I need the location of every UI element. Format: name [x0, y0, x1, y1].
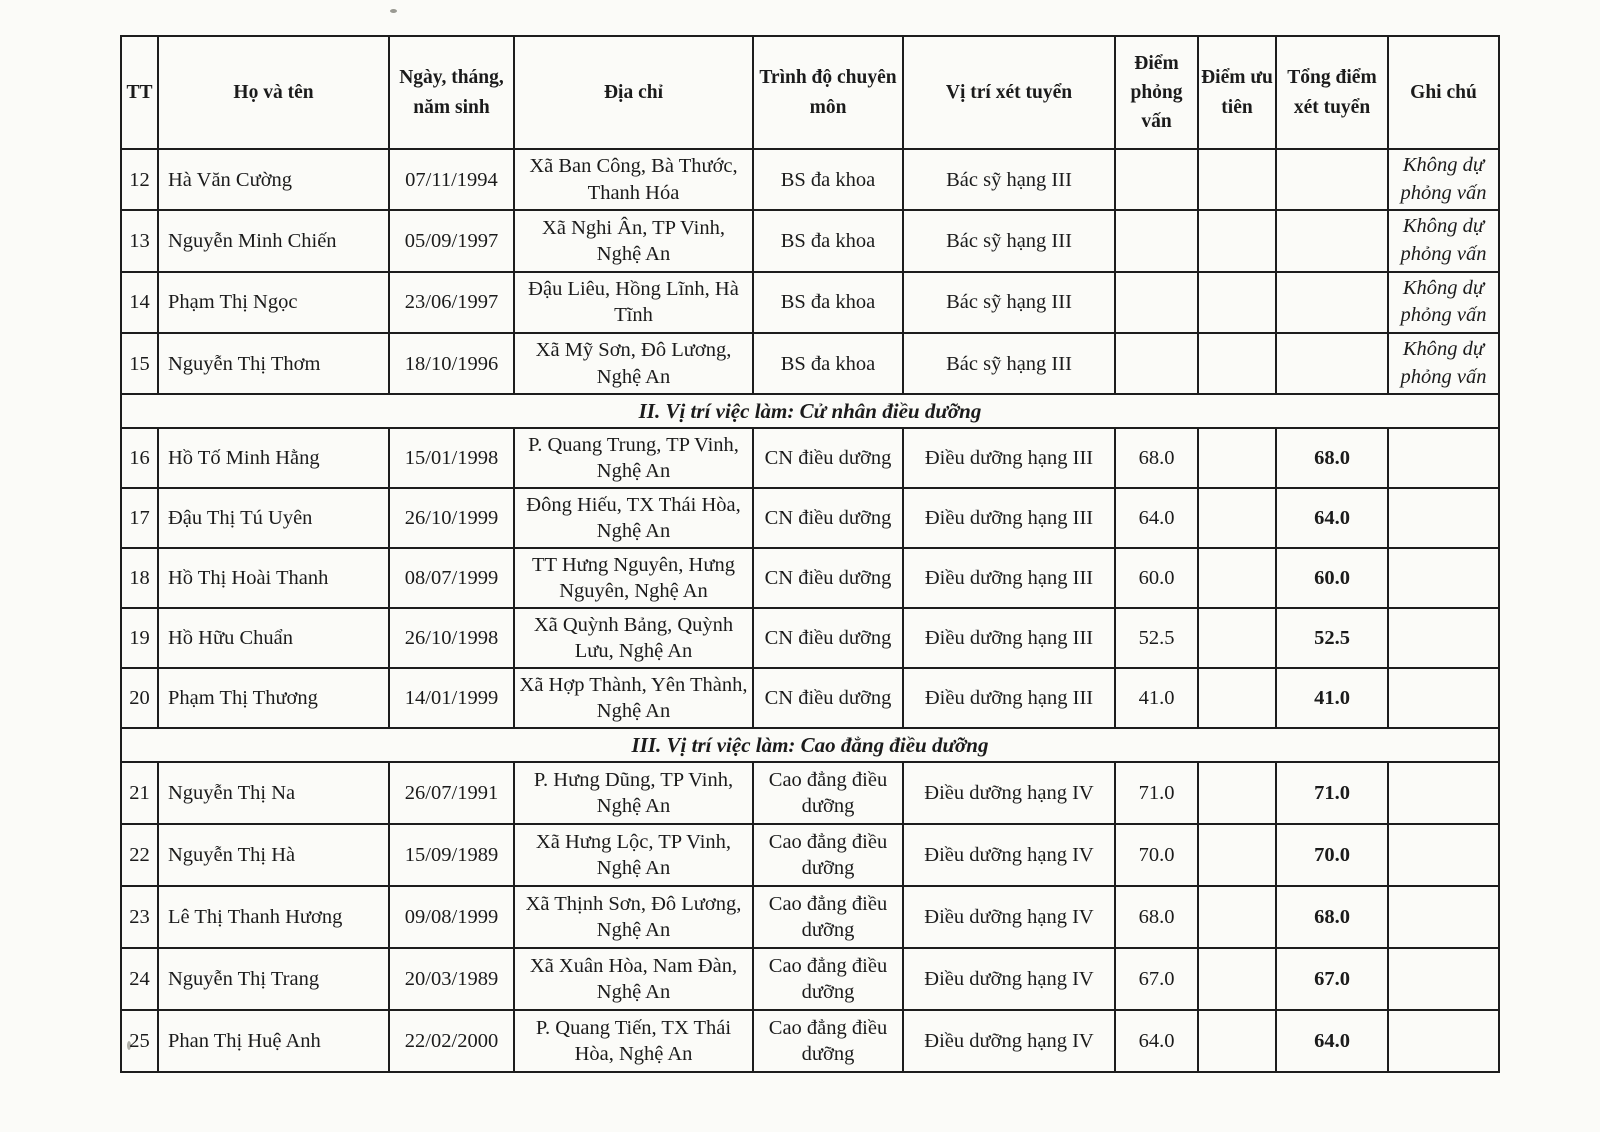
cell-position: Điều dưỡng hạng III — [903, 668, 1115, 728]
cell-note — [1388, 824, 1499, 886]
cell-interview-score — [1115, 272, 1198, 333]
cell-address: P. Quang Trung, TP Vinh, Nghệ An — [514, 428, 753, 488]
cell-position: Bác sỹ hạng III — [903, 149, 1115, 210]
cell-priority-score — [1198, 1010, 1276, 1072]
cell-tt: 25 — [121, 1010, 158, 1072]
cell-qualification: BS đa khoa — [753, 333, 903, 394]
cell-qualification: Cao đẳng điều dưỡng — [753, 886, 903, 948]
col-header-priority-score: Điểm ưu tiên — [1198, 36, 1276, 149]
cell-dob: 08/07/1999 — [389, 548, 514, 608]
cell-interview-score: 41.0 — [1115, 668, 1198, 728]
cell-interview-score: 64.0 — [1115, 488, 1198, 548]
scan-artifact — [390, 9, 397, 13]
cell-note — [1388, 886, 1499, 948]
cell-tt: 16 — [121, 428, 158, 488]
col-header-qualification: Trình độ chuyên môn — [753, 36, 903, 149]
table-row — [121, 210, 1499, 271]
section-header-row — [121, 394, 1499, 428]
cell-address: Đông Hiếu, TX Thái Hòa, Nghệ An — [514, 488, 753, 548]
cell-position: Điều dưỡng hạng IV — [903, 824, 1115, 886]
table-row — [121, 333, 1499, 394]
cell-priority-score — [1198, 548, 1276, 608]
cell-dob: 26/07/1991 — [389, 762, 514, 824]
cell-tt: 24 — [121, 948, 158, 1010]
cell-interview-score: 68.0 — [1115, 886, 1198, 948]
cell-dob: 05/09/1997 — [389, 210, 514, 271]
cell-total-score — [1276, 149, 1388, 210]
cell-total-score: 60.0 — [1276, 548, 1388, 608]
cell-note — [1388, 668, 1499, 728]
cell-name: Phạm Thị Thương — [158, 668, 389, 728]
cell-note — [1388, 488, 1499, 548]
cell-dob: 14/01/1999 — [389, 668, 514, 728]
cell-name: Nguyễn Thị Hà — [158, 824, 389, 886]
cell-qualification: CN điều dưỡng — [753, 488, 903, 548]
cell-qualification: CN điều dưỡng — [753, 668, 903, 728]
cell-dob: 26/10/1999 — [389, 488, 514, 548]
cell-address: Xã Quỳnh Bảng, Quỳnh Lưu, Nghệ An — [514, 608, 753, 668]
cell-priority-score — [1198, 149, 1276, 210]
cell-interview-score: 52.5 — [1115, 608, 1198, 668]
cell-priority-score — [1198, 668, 1276, 728]
cell-qualification: Cao đẳng điều dưỡng — [753, 824, 903, 886]
cell-tt: 20 — [121, 668, 158, 728]
table-row — [121, 548, 1499, 608]
col-header-dob: Ngày, tháng, năm sinh — [389, 36, 514, 149]
cell-dob: 23/06/1997 — [389, 272, 514, 333]
col-header-note: Ghi chú — [1388, 36, 1499, 149]
cell-position: Bác sỹ hạng III — [903, 333, 1115, 394]
cell-total-score: 68.0 — [1276, 886, 1388, 948]
cell-name: Đậu Thị Tú Uyên — [158, 488, 389, 548]
cell-address: Xã Mỹ Sơn, Đô Lương, Nghệ An — [514, 333, 753, 394]
table-header — [121, 36, 1499, 149]
col-header-interview-score: Điểm phỏng vấn — [1115, 36, 1198, 149]
col-header-total-score: Tổng điểm xét tuyển — [1276, 36, 1388, 149]
cell-position: Điều dưỡng hạng IV — [903, 762, 1115, 824]
cell-position: Điều dưỡng hạng IV — [903, 948, 1115, 1010]
section-header: II. Vị trí việc làm: Cử nhân điều dưỡng — [121, 394, 1499, 428]
cell-qualification: CN điều dưỡng — [753, 608, 903, 668]
cell-qualification: CN điều dưỡng — [753, 548, 903, 608]
cell-address: Xã Hợp Thành, Yên Thành, Nghệ An — [514, 668, 753, 728]
cell-position: Điều dưỡng hạng IV — [903, 886, 1115, 948]
cell-name: Nguyễn Thị Thơm — [158, 333, 389, 394]
section-header: III. Vị trí việc làm: Cao đẳng điều dưỡng — [121, 728, 1499, 762]
cell-tt: 12 — [121, 149, 158, 210]
table-row — [121, 149, 1499, 210]
cell-interview-score: 71.0 — [1115, 762, 1198, 824]
cell-interview-score: 60.0 — [1115, 548, 1198, 608]
cell-address: Xã Xuân Hòa, Nam Đàn, Nghệ An — [514, 948, 753, 1010]
cell-dob: 15/09/1989 — [389, 824, 514, 886]
cell-name: Phạm Thị Ngọc — [158, 272, 389, 333]
cell-name: Hà Văn Cường — [158, 149, 389, 210]
cell-priority-score — [1198, 428, 1276, 488]
cell-priority-score — [1198, 762, 1276, 824]
cell-total-score: 64.0 — [1276, 1010, 1388, 1072]
cell-note — [1388, 548, 1499, 608]
cell-tt: 21 — [121, 762, 158, 824]
cell-total-score: 67.0 — [1276, 948, 1388, 1010]
cell-position: Bác sỹ hạng III — [903, 210, 1115, 271]
cell-qualification: BS đa khoa — [753, 149, 903, 210]
cell-tt: 15 — [121, 333, 158, 394]
cell-total-score: 71.0 — [1276, 762, 1388, 824]
cell-address: TT Hưng Nguyên, Hưng Nguyên, Nghệ An — [514, 548, 753, 608]
cell-tt: 19 — [121, 608, 158, 668]
cell-interview-score — [1115, 333, 1198, 394]
col-header-address: Địa chỉ — [514, 36, 753, 149]
cell-note — [1388, 428, 1499, 488]
cell-name: Nguyễn Thị Na — [158, 762, 389, 824]
col-header-tt: TT — [121, 36, 158, 149]
cell-total-score — [1276, 210, 1388, 271]
cell-qualification: Cao đẳng điều dưỡng — [753, 1010, 903, 1072]
header-row — [121, 36, 1499, 149]
cell-interview-score: 68.0 — [1115, 428, 1198, 488]
cell-qualification: BS đa khoa — [753, 210, 903, 271]
cell-address: Xã Thịnh Sơn, Đô Lương, Nghệ An — [514, 886, 753, 948]
cell-tt: 22 — [121, 824, 158, 886]
candidates-table — [120, 35, 1500, 1073]
cell-dob: 26/10/1998 — [389, 608, 514, 668]
cell-position: Điều dưỡng hạng III — [903, 608, 1115, 668]
cell-note — [1388, 608, 1499, 668]
cell-note — [1388, 1010, 1499, 1072]
cell-name: Nguyễn Minh Chiến — [158, 210, 389, 271]
cell-qualification: BS đa khoa — [753, 272, 903, 333]
table-row — [121, 428, 1499, 488]
cell-priority-score — [1198, 824, 1276, 886]
cell-note: Không dự phỏng vấn — [1388, 149, 1499, 210]
cell-qualification: Cao đẳng điều dưỡng — [753, 762, 903, 824]
cell-priority-score — [1198, 488, 1276, 548]
table-body — [121, 149, 1499, 1072]
cell-qualification: Cao đẳng điều dưỡng — [753, 948, 903, 1010]
cell-note: Không dự phỏng vấn — [1388, 272, 1499, 333]
cell-name: Hồ Thị Hoài Thanh — [158, 548, 389, 608]
table-row — [121, 886, 1499, 948]
cell-priority-score — [1198, 608, 1276, 668]
cell-total-score: 70.0 — [1276, 824, 1388, 886]
col-header-position: Vị trí xét tuyển — [903, 36, 1115, 149]
table-row — [121, 762, 1499, 824]
cell-name: Nguyễn Thị Trang — [158, 948, 389, 1010]
cell-interview-score: 70.0 — [1115, 824, 1198, 886]
table-row — [121, 948, 1499, 1010]
cell-name: Phan Thị Huệ Anh — [158, 1010, 389, 1072]
cell-interview-score — [1115, 210, 1198, 271]
table-row — [121, 488, 1499, 548]
cell-total-score: 68.0 — [1276, 428, 1388, 488]
cell-interview-score — [1115, 149, 1198, 210]
cell-tt: 13 — [121, 210, 158, 271]
cell-tt: 18 — [121, 548, 158, 608]
table-row — [121, 272, 1499, 333]
cell-name: Hồ Hữu Chuẩn — [158, 608, 389, 668]
cell-dob: 22/02/2000 — [389, 1010, 514, 1072]
cell-total-score: 64.0 — [1276, 488, 1388, 548]
table-row — [121, 668, 1499, 728]
cell-total-score: 52.5 — [1276, 608, 1388, 668]
cell-position: Điều dưỡng hạng III — [903, 428, 1115, 488]
cell-position: Điều dưỡng hạng III — [903, 488, 1115, 548]
cell-address: Xã Hưng Lộc, TP Vinh, Nghệ An — [514, 824, 753, 886]
cell-note — [1388, 762, 1499, 824]
cell-dob: 18/10/1996 — [389, 333, 514, 394]
cell-total-score: 41.0 — [1276, 668, 1388, 728]
cell-name: Hồ Tố Minh Hằng — [158, 428, 389, 488]
cell-note: Không dự phỏng vấn — [1388, 210, 1499, 271]
cell-interview-score: 67.0 — [1115, 948, 1198, 1010]
cell-priority-score — [1198, 333, 1276, 394]
cell-tt: 23 — [121, 886, 158, 948]
section-header-row — [121, 728, 1499, 762]
cell-qualification: CN điều dưỡng — [753, 428, 903, 488]
cell-dob: 15/01/1998 — [389, 428, 514, 488]
cell-tt: 14 — [121, 272, 158, 333]
cell-priority-score — [1198, 886, 1276, 948]
cell-position: Bác sỹ hạng III — [903, 272, 1115, 333]
table-row — [121, 608, 1499, 668]
cell-priority-score — [1198, 210, 1276, 271]
cell-priority-score — [1198, 272, 1276, 333]
cell-interview-score: 64.0 — [1115, 1010, 1198, 1072]
cell-note: Không dự phỏng vấn — [1388, 333, 1499, 394]
cell-address: Xã Nghi Ân, TP Vinh, Nghệ An — [514, 210, 753, 271]
cell-dob: 20/03/1989 — [389, 948, 514, 1010]
cell-tt: 17 — [121, 488, 158, 548]
cell-address: P. Hưng Dũng, TP Vinh, Nghệ An — [514, 762, 753, 824]
cell-address: Đậu Liêu, Hồng Lĩnh, Hà Tĩnh — [514, 272, 753, 333]
table-row — [121, 1010, 1499, 1072]
col-header-name: Họ và tên — [158, 36, 389, 149]
cell-position: Điều dưỡng hạng III — [903, 548, 1115, 608]
cell-address: Xã Ban Công, Bà Thước, Thanh Hóa — [514, 149, 753, 210]
cell-note — [1388, 948, 1499, 1010]
cell-dob: 07/11/1994 — [389, 149, 514, 210]
cell-priority-score — [1198, 948, 1276, 1010]
cell-position: Điều dưỡng hạng IV — [903, 1010, 1115, 1072]
cell-dob: 09/08/1999 — [389, 886, 514, 948]
table-row — [121, 824, 1499, 886]
cell-name: Lê Thị Thanh Hương — [158, 886, 389, 948]
cell-address: P. Quang Tiến, TX Thái Hòa, Nghệ An — [514, 1010, 753, 1072]
cell-total-score — [1276, 333, 1388, 394]
cell-total-score — [1276, 272, 1388, 333]
